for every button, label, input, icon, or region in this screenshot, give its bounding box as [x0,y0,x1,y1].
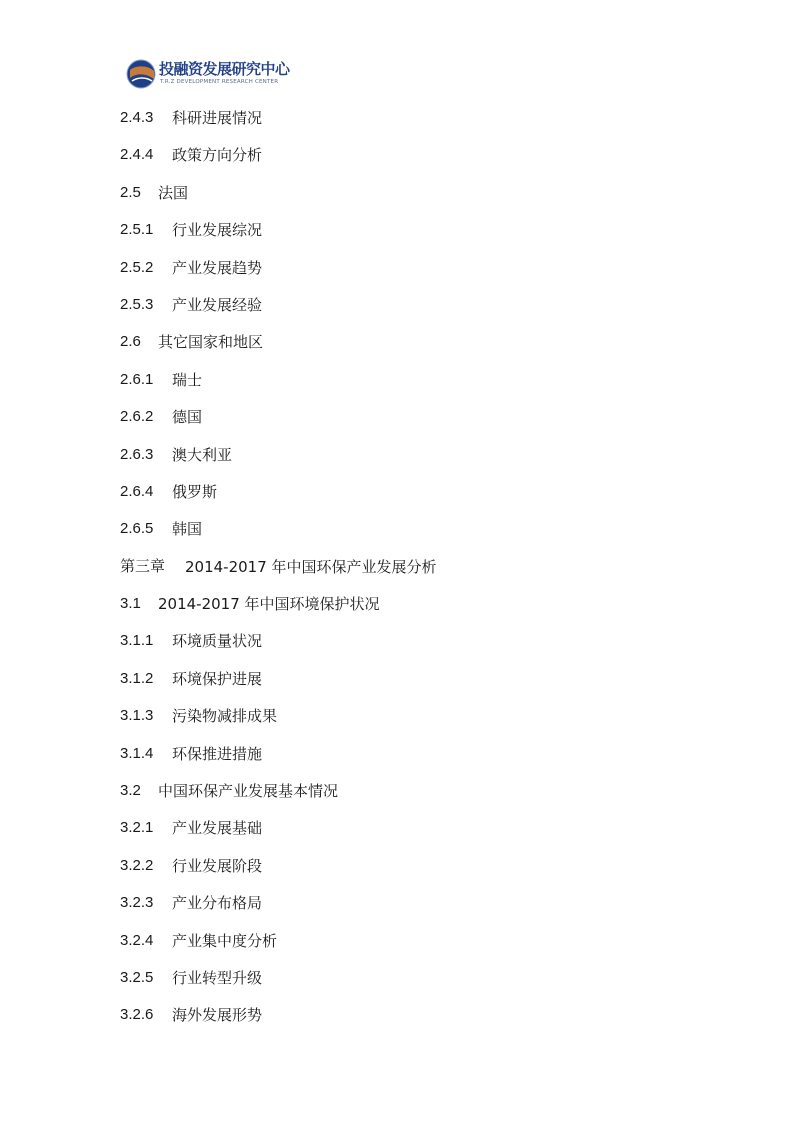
toc-item-title: 2014-2017 年中国环保产业发展分析 [185,557,437,576]
toc-item [120,108,437,145]
toc-item-title: 产业集中度分析 [172,931,278,950]
toc-item-title: 产业发展趋势 [172,258,263,277]
toc-item-title: 产业发展经验 [172,295,263,314]
toc-item-title: 中国环保产业发展基本情况 [158,782,339,801]
toc-item-number: 2.6.2 [120,408,154,426]
toc-item-number: 3.2.2 [120,856,154,874]
toc-item-number: 3.1.4 [120,744,154,762]
toc-item-number: 3.1.3 [120,707,154,725]
toc-item-title: 科研进展情况 [172,109,263,127]
toc-item [120,931,437,968]
toc-item-number: 2.6.1 [120,370,154,388]
toc-item [120,220,437,257]
toc-item [120,295,437,332]
toc-item-number: 3.1 [120,595,141,613]
toc-item-title: 德国 [172,408,203,427]
toc-item-title: 行业发展阶段 [172,856,263,875]
toc-item [120,706,437,743]
logo-text-en: T.R.Z DEVELOPMENT RESEARCH CENTER [160,79,279,85]
toc-item [120,781,437,818]
header-logo [126,57,290,93]
toc-item-title: 环境质量状况 [172,632,263,651]
toc-item [120,669,437,706]
toc-item-number: 2.5 [120,183,141,201]
toc-item [120,370,437,407]
toc-item-title: 政策方向分析 [172,146,263,165]
toc-item-number: 3.2 [120,782,141,800]
toc-item-number: 3.2.5 [120,968,154,986]
toc-item [120,145,437,182]
toc-item [120,407,437,444]
table-of-contents [120,108,437,1043]
toc-item-number: 3.2.1 [120,819,154,837]
toc-item-title: 环境保护进展 [172,669,263,688]
toc-item-title: 瑞士 [172,370,203,389]
toc-item-title: 其它国家和地区 [158,333,264,352]
toc-item [120,631,437,668]
toc-item [120,1005,437,1042]
logo-text-cn: 投融资发展研究中心 [159,60,290,78]
toc-item [120,482,437,519]
toc-item-number: 2.5.2 [120,258,154,276]
toc-item-title: 俄罗斯 [172,482,218,501]
toc-item-number: 3.2.6 [120,1006,154,1024]
toc-item-number: 2.6 [120,333,141,351]
toc-item [120,445,437,482]
toc-item-number: 2.5.3 [120,295,154,313]
toc-item-number: 2.4.3 [120,109,154,126]
toc-item-number: 2.4.4 [120,146,154,164]
toc-item-title: 环保推进措施 [172,744,263,763]
toc-item-number: 第三章 [120,557,166,575]
toc-item [120,744,437,781]
toc-item [120,258,437,295]
toc-item-title: 产业分布格局 [172,894,263,913]
toc-item-number: 3.1.2 [120,669,154,687]
toc-item [120,557,437,594]
toc-item-title: 2014-2017 年中国环境保护状况 [158,595,380,614]
toc-item-title: 行业发展综况 [172,221,263,240]
toc-item-number: 3.1.1 [120,632,154,650]
toc-item [120,594,437,631]
logo-globe-icon [126,59,156,89]
toc-item [120,818,437,855]
toc-item-number: 2.5.1 [120,221,154,239]
toc-item [120,968,437,1005]
toc-item-number: 3.2.4 [120,931,154,949]
toc-item-title: 韩国 [172,520,203,539]
toc-item [120,519,437,556]
toc-item [120,332,437,369]
toc-item-title: 海外发展形势 [172,1006,263,1025]
toc-item-title: 法国 [158,183,189,202]
toc-item-title: 产业发展基础 [172,819,263,838]
toc-item-number: 3.2.3 [120,894,154,912]
toc-item-number: 2.6.5 [120,520,154,538]
toc-item-number: 2.6.3 [120,445,154,463]
toc-item-title: 行业转型升级 [172,968,263,987]
toc-item-title: 澳大利亚 [172,445,233,464]
toc-item [120,183,437,220]
toc-item [120,893,437,930]
toc-item-title: 污染物减排成果 [172,707,278,726]
toc-item [120,856,437,893]
toc-item-number: 2.6.4 [120,482,154,500]
